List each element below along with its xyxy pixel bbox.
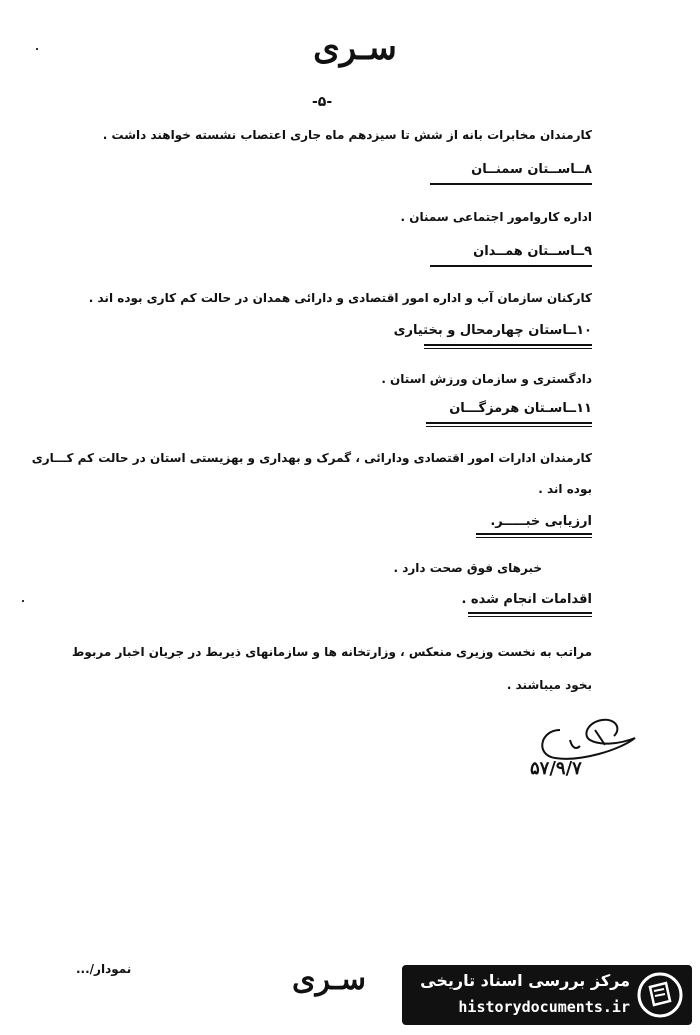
paragraph-evaluation: خبرهای فوق صحت دارد . xyxy=(393,561,542,575)
footer-number: نمودار/... xyxy=(76,962,132,976)
scan-speck xyxy=(22,600,24,602)
archive-watermark xyxy=(402,965,692,1025)
paragraph-actions-line1: مراتب به نخست وزیری منعکس ، وزارتخانه ها و سازمانهای ذیربط در جریان اخبار مربوط xyxy=(71,645,592,659)
paragraph-hormozgan-line2: بوده اند . xyxy=(538,482,592,496)
signature-date: ۵۷/۹/۷ xyxy=(530,758,582,779)
watermark-title: مرکز بررسی اسناد تاریخی xyxy=(420,971,630,990)
heading-semnan: ۸ــاســتان سمنــان xyxy=(471,162,592,177)
paragraph-actions-line2: بخود میباشند . xyxy=(506,678,592,692)
page-number: -۵- xyxy=(312,94,333,110)
heading-underline xyxy=(476,533,592,538)
paragraph-chaharmahal: دادگستری و سازمان ورزش استان . xyxy=(381,372,592,386)
classification-stamp-bottom: سـری xyxy=(292,962,366,997)
paragraph-hormozgan-line1: کارمندان ادارات امور اقتصادی ودارائی ، گمرک و بهداری و بهزیستی استان در حالت کم کـــاری xyxy=(31,451,592,465)
scan-speck xyxy=(36,48,38,50)
paragraph-bane: کارمندان مخابرات بانه از شش تا سیزدهم ماه جاری اعتصاب نشسته خواهند داشت . xyxy=(102,128,592,142)
heading-underline xyxy=(426,422,592,427)
heading-chaharmahal: ۱۰ــاستان چهارمحال و بختیاری xyxy=(393,323,592,338)
classification-stamp-top: سـری xyxy=(313,28,397,68)
heading-evaluation: ارزیابی خبـــــر. xyxy=(490,514,592,529)
archive-logo-icon xyxy=(636,971,684,1019)
paragraph-semnan: اداره کاروامور اجتماعی سمنان . xyxy=(400,210,592,224)
heading-underline xyxy=(430,183,592,185)
heading-underline xyxy=(468,612,592,617)
watermark-url: historydocuments.ir xyxy=(458,998,630,1016)
heading-hamedan: ۹ــاســتان همــدان xyxy=(473,244,592,259)
paragraph-hamedan: کارکنان سازمان آب و اداره امور اقتصادی و دارائی همدان در حالت کم کاری بوده اند . xyxy=(88,291,592,305)
heading-underline xyxy=(424,344,592,349)
heading-actions: اقدامات انجام شده . xyxy=(461,592,592,607)
heading-underline xyxy=(430,265,592,267)
heading-hormozgan: ۱۱ــاسـتان هرمزگـــان xyxy=(449,401,592,416)
